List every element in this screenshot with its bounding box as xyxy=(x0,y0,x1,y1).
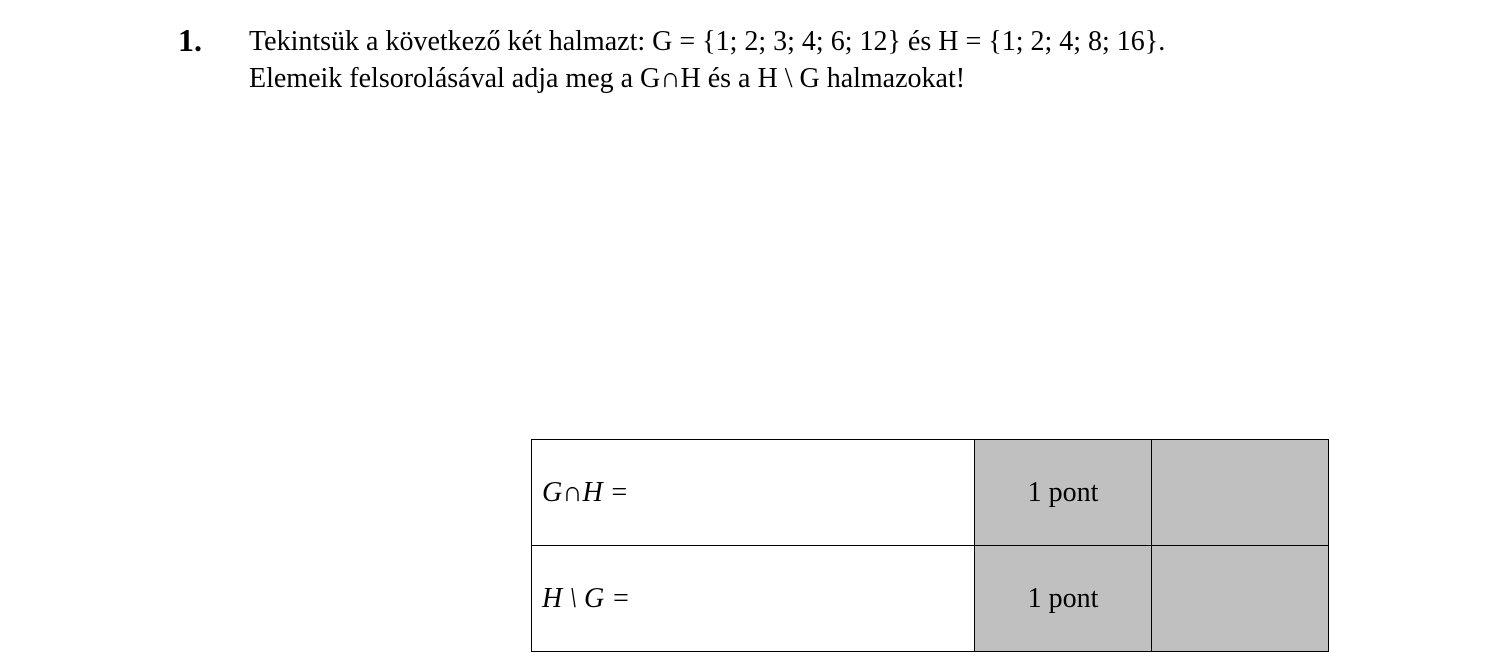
answer-row-intersection xyxy=(532,440,1329,546)
difference-answer-field[interactable]: H \ G = xyxy=(532,546,975,652)
answer-row-difference xyxy=(532,546,1329,652)
task-statement-line-1: Tekintsük a következő két halmazt: G = {1; 2; 3; 4; 6; 12} és H = {1; 2; 4; 8; 16}. xyxy=(249,26,1166,57)
intersection-score-box xyxy=(1152,440,1329,546)
answer-table xyxy=(531,439,1329,652)
difference-points-label: 1 pont xyxy=(975,546,1152,652)
task-number: 1. xyxy=(178,22,202,58)
intersection-points-label: 1 pont xyxy=(975,440,1152,546)
intersection-answer-field[interactable]: G∩H = xyxy=(532,440,975,546)
difference-score-box xyxy=(1152,546,1329,652)
task-statement xyxy=(249,23,1165,97)
task-statement-line-2: Elemeik felsorolásával adja meg a G∩H és a H \ G halmazokat! xyxy=(249,63,966,94)
